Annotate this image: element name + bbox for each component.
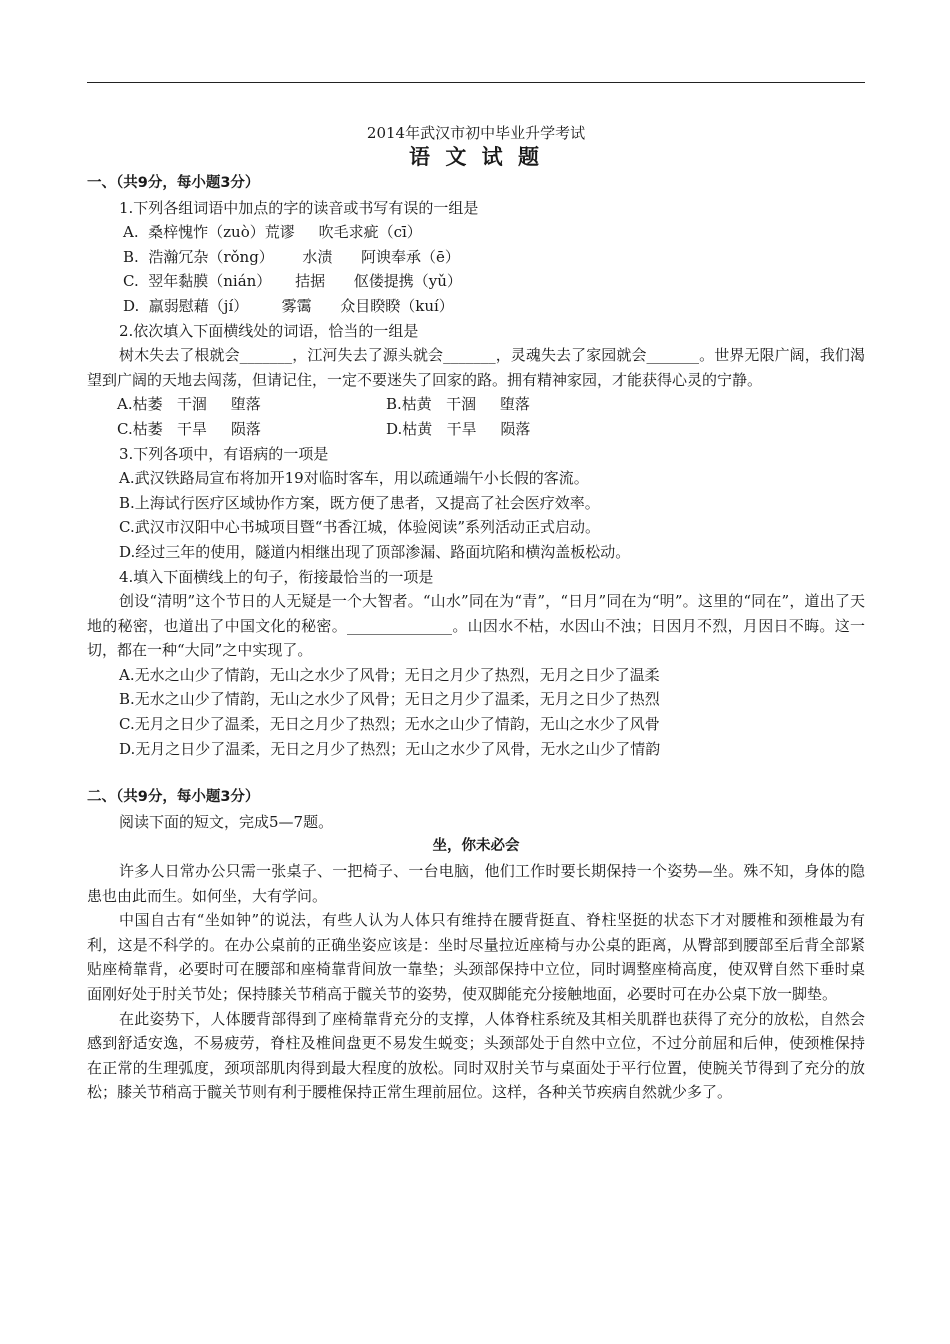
- article-paragraph: 许多人日常办公只需一张桌子、一把椅子、一台电脑，他们工作时要长期保持一个姿势—坐。殊不知，身体的隐患也由此而生。如何坐，大有学问。: [87, 862, 865, 905]
- q3-option-b: B.上海试行医疗区域协作方案，既方便了患者，又提高了社会医疗效率。: [119, 493, 600, 512]
- q2-option-c: C.枯萎 干旱 陨落: [117, 419, 261, 438]
- section-spacer: [87, 761, 865, 785]
- q2-options-row2: [87, 417, 865, 442]
- q4-option-c: C.无月之日少了温柔，无日之月少了热烈；无水之山少了情韵，无山之水少了风骨: [119, 715, 660, 734]
- q4-stem: 4.填入下面横线上的句子，衔接最恰当的一项是: [119, 567, 434, 586]
- q3-option-d: D.经过三年的使用，隧道内相继出现了顶部渗漏、路面坑陷和横沟盖板松动。: [119, 542, 631, 561]
- q1-option-b: B. 浩瀚冗杂（rǒng） 水渍 阿谀奉承（ē）: [123, 247, 460, 266]
- exam-subtitle: 2014年武汉市初中毕业升学考试: [366, 124, 586, 142]
- q2-option-b: B.枯黄 干涸 堕落: [386, 395, 530, 414]
- q2-stem: 2.依次填入下面横线处的词语，恰当的一组是: [119, 321, 419, 340]
- q1-stem: 1.下列各组词语中加点的字的读音或书写有误的一组是: [119, 198, 479, 217]
- q1-option-d: D. 羸弱慰藉（jí） 雾霭 众目睽睽（kuí）: [123, 296, 454, 315]
- q3-option-c: C.武汉市汉阳中心书城项目暨“书香江城，体验阅读”系列活动正式启动。: [119, 518, 601, 537]
- section2-heading: 二、（共9分，每小题3分）: [87, 789, 260, 806]
- q2-options-row1: [87, 392, 865, 417]
- q2-passage: 树木失去了根就会_______，江河失去了源头就会_______，灵魂失去了家园就会_______。世界无限广阔，我们渴望到广阔的天地去闯荡，但请记住，一定不要迷失了回家的路。拥有精神家园，才能获得心灵的宁静。: [87, 346, 865, 389]
- q3-stem: 3.下列各项中，有语病的一项是: [119, 444, 329, 463]
- article-paragraph: 中国自古有“坐如钟”的说法，有些人认为人体只有维持在腰背挺直、脊柱坚挺的状态下才对腰椎和颈椎最为有利，这是不科学的。在办公桌前的正确坐姿应该是：坐时尽量拉近座椅与办公桌的距离，从臀部到腰部至后背全部紧贴座椅靠背，必要时可在腰部和座椅靠背间放一靠垫；头颈部保持中立位，同时调整座椅高度，使双臂自然下垂时桌面刚好处于肘关节处；保持膝关节稍高于髋关节的姿势，使双脚能充分接触地面，必要时可在办公桌下放一脚垫。: [87, 911, 865, 1003]
- article-title: 坐，你未必会: [432, 838, 520, 855]
- exam-page: [87, 122, 865, 1105]
- exam-title: 语 文 试 题: [409, 144, 543, 169]
- q1-option-c: C. 翌年黏膜（nián） 拮据 伛偻提携（yǔ）: [123, 272, 462, 291]
- section2-instruction: 阅读下面的短文，完成5—7题。: [119, 812, 334, 831]
- q2-option-a: A.枯萎 干涸 堕落: [117, 395, 261, 414]
- q1-option-a: A. 桑梓愧怍（zuò）荒谬 吹毛求疵（cī）: [123, 223, 422, 242]
- article-paragraph: 在此姿势下，人体腰背部得到了座椅靠背充分的支撑，人体脊柱系统及其相关肌群也获得了充分的放松，自然会感到舒适安逸，不易疲劳，脊柱及椎间盘更不易发生蜕变；头颈部处于自然中立位，不过分前屈和后伸，使颈椎保持在正常的生理弧度，颈项部肌肉得到最大程度的放松。同时双肘关节与桌面处于平行位置，使腕关节得到了充分的放松；膝关节稍高于髋关节则有利于腰椎保持正常生理前屈位。这样，各种关节疾病自然就少多了。: [87, 1009, 865, 1102]
- q3-option-a: A.武汉铁路局宣布将加开19对临时客车，用以疏通端午小长假的客流。: [119, 469, 589, 488]
- section1-heading: 一、（共9分，每小题3分）: [87, 175, 260, 191]
- header-rule: [87, 82, 865, 83]
- q4-option-d: D.无月之日少了温柔，无日之月少了热烈；无山之水少了风骨，无水之山少了情韵: [119, 739, 661, 758]
- q4-passage: 创设“清明”这个节日的人无疑是一个大智者。“山水”同在为“青”，“日月”同在为“明”。这里的“同在”，道出了天地的秘密，也道出了中国文化的秘密。______________。山因水不枯，水因山不浊；日因月不烈，月因日不晦。这一切，都在一种“大同”之中实现了。: [87, 592, 865, 660]
- q2-option-d: D.枯黄 干旱 陨落: [386, 419, 531, 438]
- q4-option-b: B.无水之山少了情韵，无山之水少了风骨；无日之月少了温柔，无月之日少了热烈: [119, 690, 660, 709]
- q4-option-a: A.无水之山少了情韵，无山之水少了风骨；无日之月少了热烈，无月之日少了温柔: [119, 665, 660, 684]
